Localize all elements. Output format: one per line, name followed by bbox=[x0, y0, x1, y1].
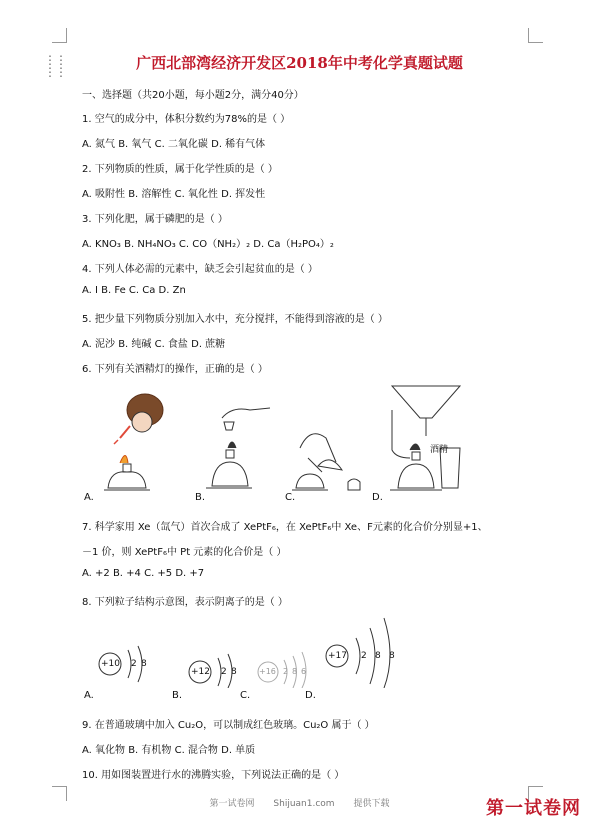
nucleus-charge: +16 bbox=[259, 667, 276, 676]
question-line: 1. 空气的成分中，体积分数约为78%的是（ ） bbox=[82, 114, 291, 125]
section-heading: 一、选择题（共20小题，每小题2分，满分40分） bbox=[82, 90, 304, 101]
question-line: 2. 下列物质的性质，属于化学性质的是（ ） bbox=[82, 164, 278, 175]
question-line: －1 价，则 XePtF₆中 Pt 元素的化合价是（ ） bbox=[82, 547, 287, 558]
shell-electrons: 8 bbox=[292, 667, 298, 676]
options-line: A. 氧化物 B. 有机物 C. 混合物 D. 单质 bbox=[82, 745, 256, 756]
bottle-label: 酒精 bbox=[430, 445, 449, 455]
question-line: 3. 下列化肥，属于磷肥的是（ ） bbox=[82, 214, 228, 225]
shell-electrons: 8 bbox=[375, 651, 381, 661]
option-label-c: C. bbox=[240, 690, 251, 701]
question-line: 9. 在普通玻璃中加入 Cu₂O，可以制成红色玻璃。Cu₂O 属于（ ） bbox=[82, 720, 375, 731]
alcohol-lamp-figures bbox=[100, 378, 480, 503]
figure-c-lighting-lamp bbox=[292, 434, 360, 490]
footer-site-name: 第一试卷网 bbox=[209, 799, 255, 809]
question-line: 4. 下列人体必需的元素中，缺乏会引起贫血的是（ ） bbox=[82, 264, 318, 275]
options-line: A. 氮气 B. 氧气 C. 二氧化碳 D. 稀有气体 bbox=[82, 139, 266, 150]
nucleus-charge: +12 bbox=[191, 667, 210, 677]
option-label-b: B. bbox=[172, 690, 183, 701]
shell-electrons: 6 bbox=[301, 667, 307, 676]
options-line: A. KNO₃ B. NH₄NO₃ C. CO（NH₂）₂ D. Ca（H₂PO₄）₂ bbox=[82, 239, 334, 250]
footer-download-text: 提供下载 bbox=[353, 799, 390, 809]
shell-electrons: 2 bbox=[221, 667, 227, 677]
footer-site-url: Shijuan1.com bbox=[273, 799, 335, 809]
nucleus-charge: +17 bbox=[328, 651, 347, 661]
question-line: 10. 用如图装置进行水的沸腾实验，下列说法正确的是（ ） bbox=[82, 770, 345, 781]
option-label-d: D. bbox=[372, 492, 383, 503]
atomic-structure-diagrams bbox=[90, 612, 430, 688]
shell-electrons: 8 bbox=[389, 651, 395, 661]
options-line: A. 泥沙 B. 纯碱 C. 食盐 D. 蔗糖 bbox=[82, 339, 226, 350]
shell-electrons: 2 bbox=[131, 659, 137, 669]
option-label-a: A. bbox=[84, 690, 94, 701]
options-line: A. I B. Fe C. Ca D. Zn bbox=[82, 285, 186, 296]
nucleus-charge: +10 bbox=[101, 659, 120, 669]
figure-b-capping-lamp bbox=[206, 408, 270, 488]
shell-electrons: 8 bbox=[231, 667, 237, 677]
question-line: 5. 把少量下列物质分别加入水中，充分搅拌，不能得到溶液的是（ ） bbox=[82, 314, 388, 325]
shell-electrons: 2 bbox=[361, 651, 367, 661]
figure-a-blowing-lamp bbox=[104, 394, 163, 490]
question-line: 7. 科学家用 Xe（氙气）首次合成了 XePtF₆，在 XePtF₆中 Xe、F元素的化合价分别显+1、 bbox=[82, 522, 488, 533]
document-title: 广西北部湾经济开发区2018年中考化学真题试题 bbox=[136, 54, 463, 72]
option-label-a: A. bbox=[84, 492, 94, 503]
question-line: 8. 下列粒子结构示意图，表示阴离子的是（ ） bbox=[82, 597, 288, 608]
options-line: A. +2 B. +4 C. +5 D. +7 bbox=[82, 568, 205, 579]
page-corner-mark bbox=[52, 28, 67, 43]
shell-electrons: 8 bbox=[141, 659, 147, 669]
option-label-c: C. bbox=[285, 492, 296, 503]
option-label-d: D. bbox=[305, 690, 316, 701]
drag-handle-icon[interactable]: ⋮⋮ ⋮⋮ bbox=[44, 53, 66, 79]
question-line: 6. 下列有关酒精灯的操作，正确的是（ ） bbox=[82, 364, 268, 375]
figure-d-funnel-lamp bbox=[390, 386, 460, 490]
watermark-logo: 第一试卷网 bbox=[486, 798, 581, 819]
options-line: A. 吸附性 B. 溶解性 C. 氧化性 D. 挥发性 bbox=[82, 189, 266, 200]
shell-electrons: 2 bbox=[283, 667, 289, 676]
page-corner-mark bbox=[528, 28, 543, 43]
option-label-b: B. bbox=[195, 492, 206, 503]
